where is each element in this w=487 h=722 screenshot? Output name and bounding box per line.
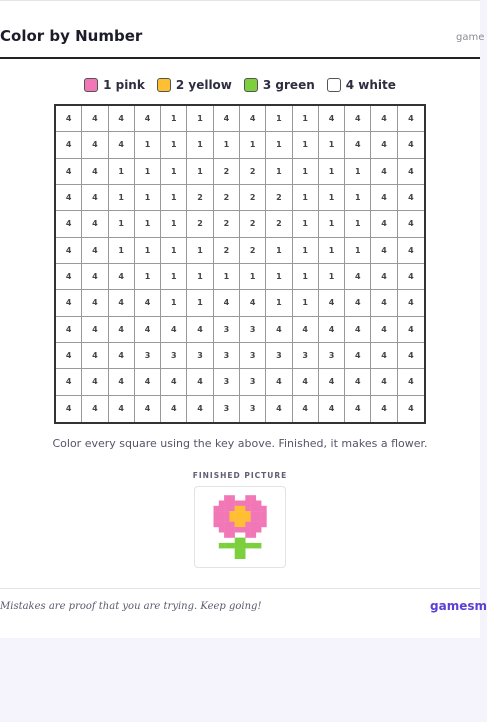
grid-cell[interactable]: 4 — [398, 264, 424, 290]
flower-pixel — [224, 511, 230, 516]
flower-pixel — [261, 506, 267, 512]
grid-cell[interactable]: 4 — [266, 396, 292, 422]
finished-picture-label: FINISHED PICTURE — [192, 471, 288, 480]
grid-cell[interactable]: 4 — [109, 396, 135, 422]
grid-cell[interactable]: 4 — [345, 264, 371, 290]
flower-pixel — [261, 511, 267, 516]
grid-cell[interactable]: 1 — [135, 185, 161, 211]
grid-cell[interactable]: 4 — [135, 369, 161, 395]
grid-cell[interactable]: 4 — [135, 396, 161, 422]
grid-cell[interactable]: 4 — [56, 396, 82, 422]
legend-item-pink — [84, 78, 145, 92]
grid-cell[interactable]: 1 — [266, 132, 292, 158]
grid-cell[interactable]: 4 — [398, 343, 424, 369]
grid-cell[interactable]: 1 — [109, 238, 135, 264]
flower-pixel — [224, 501, 230, 507]
flower-pixel — [256, 516, 262, 522]
grid-cell[interactable]: 1 — [161, 132, 187, 158]
grid-cell[interactable]: 1 — [135, 264, 161, 290]
flower-pixel — [240, 516, 246, 522]
flower-pixel — [245, 532, 251, 538]
legend-item-green — [244, 78, 315, 92]
flower-pixel — [214, 506, 220, 512]
grid-cell[interactable]: 4 — [345, 290, 371, 316]
grid-cell[interactable]: 1 — [161, 159, 187, 185]
flower-pixel — [224, 516, 230, 522]
flower-pixel — [256, 511, 262, 516]
grid-cell[interactable]: 1 — [319, 185, 345, 211]
grid-cell[interactable]: 4 — [371, 106, 397, 132]
grid-cell[interactable]: 4 — [293, 396, 319, 422]
grid-cell[interactable]: 4 — [319, 106, 345, 132]
grid-cell[interactable]: 4 — [408, 404, 414, 414]
grid-cell[interactable]: 1 — [109, 211, 135, 237]
brand-footer: gamesm — [430, 599, 487, 613]
grid-cell[interactable]: 4 — [240, 106, 266, 132]
grid-cell[interactable]: 4 — [109, 343, 135, 369]
legend-item-white — [327, 78, 396, 92]
flower-pixel — [224, 495, 230, 501]
grid-cell[interactable]: 3 — [240, 369, 266, 395]
grid-cell[interactable]: 4 — [82, 317, 108, 343]
flower-pixel — [245, 511, 251, 516]
flower-pixel — [219, 506, 225, 512]
legend-item-yellow — [157, 78, 232, 92]
flower-pixel — [240, 548, 246, 554]
grid-cell[interactable]: 1 — [240, 132, 266, 158]
flower-pixel — [219, 501, 225, 507]
grid-cell[interactable]: 1 — [187, 132, 213, 158]
grid-cell[interactable]: 4 — [82, 185, 108, 211]
grid-cell[interactable]: 4 — [56, 317, 82, 343]
grid-cell[interactable]: 4 — [293, 317, 319, 343]
grid-cell[interactable]: 4 — [398, 369, 424, 395]
flower-pixel — [256, 506, 262, 512]
grid-cell[interactable]: 4 — [398, 106, 424, 132]
grid-cell[interactable]: 4 — [371, 290, 397, 316]
grid-cell[interactable]: 4 — [56, 369, 82, 395]
grid-cell[interactable]: 4 — [345, 106, 371, 132]
grid-cell[interactable]: 4 — [109, 369, 135, 395]
flower-pixel — [229, 516, 235, 522]
grid-cell[interactable]: 4 — [56, 211, 82, 237]
grid-cell[interactable]: 1 — [345, 238, 371, 264]
legend-label: 1 pink — [103, 78, 145, 92]
page-title: Color by Number — [0, 27, 143, 45]
grid-cell[interactable]: 4 — [345, 317, 371, 343]
flower-pixel — [245, 495, 251, 501]
grid-cell[interactable]: 4 — [109, 290, 135, 316]
grid-cell[interactable]: 1 — [187, 238, 213, 264]
grid-cell[interactable]: 1 — [187, 159, 213, 185]
grid-cell[interactable]: 4 — [398, 132, 424, 158]
grid-cell[interactable]: 4 — [82, 343, 108, 369]
flower-pixel — [245, 501, 251, 507]
flower-pixel — [251, 495, 257, 501]
flower-pixel — [240, 543, 246, 549]
flower-pixel — [245, 527, 251, 533]
flower-pixel — [240, 527, 246, 533]
flower-pixel — [251, 527, 257, 533]
grid-cell[interactable]: 2 — [214, 159, 240, 185]
grid-cell[interactable]: 1 — [161, 264, 187, 290]
grid-cell[interactable]: 1 — [319, 211, 345, 237]
grid-cell[interactable]: 2 — [240, 159, 266, 185]
grid-cell[interactable]: 4 — [187, 317, 213, 343]
flower-pixel — [251, 543, 257, 549]
flower-pixel — [251, 522, 257, 528]
grid-cell[interactable]: 4 — [319, 290, 345, 316]
grid-cell[interactable]: 4 — [161, 396, 187, 422]
grid-cell[interactable]: 4 — [371, 185, 397, 211]
grid-cell[interactable]: 4 — [82, 106, 108, 132]
grid-cell[interactable]: 4 — [109, 317, 135, 343]
grid-cell[interactable]: 4 — [135, 317, 161, 343]
flower-pixel — [229, 506, 235, 512]
grid-cell[interactable]: 2 — [214, 185, 240, 211]
grid-cell[interactable]: 2 — [240, 211, 266, 237]
grid-cell[interactable]: 1 — [266, 106, 292, 132]
grid-cell[interactable]: 1 — [319, 264, 345, 290]
grid-cell[interactable]: 2 — [266, 211, 292, 237]
flower-pixel — [219, 522, 225, 528]
grid-cell[interactable]: 2 — [240, 185, 266, 211]
grid-cell[interactable]: 4 — [56, 106, 82, 132]
white-swatch-icon — [327, 78, 341, 92]
grid-cell[interactable]: 4 — [56, 290, 82, 316]
grid-cell[interactable]: 4 — [82, 132, 108, 158]
grid-cell[interactable]: 3 — [240, 396, 266, 422]
grid-cell[interactable]: 3 — [266, 343, 292, 369]
legend-label: 4 white — [345, 78, 396, 92]
grid-cell[interactable]: 4 — [371, 369, 397, 395]
grid-cell[interactable]: 3 — [319, 343, 345, 369]
grid-cell[interactable]: 4 — [187, 369, 213, 395]
grid-cell[interactable]: 1 — [319, 132, 345, 158]
flower-pixel — [224, 527, 230, 533]
legend-label: 2 yellow — [175, 78, 232, 92]
flower-pixel — [219, 527, 225, 533]
grid-cell[interactable]: 4 — [345, 132, 371, 158]
grid-cell[interactable]: 1 — [293, 159, 319, 185]
grid-cell[interactable]: 4 — [319, 369, 345, 395]
flower-pixel — [240, 554, 246, 560]
grid-cell[interactable]: 4 — [56, 238, 82, 264]
flower-pixel — [245, 516, 251, 522]
grid-cell[interactable]: 3 — [214, 396, 240, 422]
yellow-swatch-icon — [157, 78, 171, 92]
flower-pixel — [251, 501, 257, 507]
grid-cell[interactable]: 4 — [398, 185, 424, 211]
grid-cell[interactable]: 4 — [82, 396, 108, 422]
flower-pixel — [235, 522, 241, 528]
flower-pixel — [229, 522, 235, 528]
grid-cell[interactable]: 3 — [161, 343, 187, 369]
flower-pixel — [229, 527, 235, 533]
grid-cell[interactable]: 4 — [187, 396, 213, 422]
grid-cell[interactable]: 4 — [82, 369, 108, 395]
grid-cell[interactable]: 4 — [319, 396, 345, 422]
flower-pixel — [229, 495, 235, 501]
grid-cell[interactable]: 4 — [398, 238, 424, 264]
grid-cell[interactable]: 3 — [187, 343, 213, 369]
grid-cell[interactable]: 2 — [240, 238, 266, 264]
grid-cell[interactable]: 4 — [82, 159, 108, 185]
grid-cell[interactable]: 1 — [240, 264, 266, 290]
grid-cell[interactable]: 1 — [319, 159, 345, 185]
grid-cell[interactable]: 1 — [293, 211, 319, 237]
grid-cell[interactable]: 4 — [398, 317, 424, 343]
flower-preview — [195, 487, 285, 567]
grid-cell[interactable]: 4 — [109, 106, 135, 132]
grid-cell[interactable]: 4 — [371, 238, 397, 264]
title-rule — [0, 57, 480, 59]
flower-pixel — [214, 511, 220, 516]
flower-pixel — [219, 516, 225, 522]
footer-divider — [0, 588, 480, 589]
flower-pixel — [229, 532, 235, 538]
grid-cell[interactable]: 1 — [109, 185, 135, 211]
grid-cell[interactable]: 4 — [82, 290, 108, 316]
flower-pixel — [240, 522, 246, 528]
instruction-text: Color every square using the key above. Finished, it makes a flower. — [52, 437, 428, 450]
grid-cell[interactable]: 4 — [161, 317, 187, 343]
grid-cell[interactable]: 4 — [109, 132, 135, 158]
grid-cell[interactable]: 2 — [187, 211, 213, 237]
grid-cell[interactable]: 4 — [371, 396, 397, 422]
grid-cell[interactable]: 4 — [398, 290, 424, 316]
flower-pixel — [235, 501, 241, 507]
flower-pixel — [214, 522, 220, 528]
flower-pixel — [224, 532, 230, 538]
grid-cell[interactable]: 4 — [345, 396, 371, 422]
finished-picture — [194, 486, 286, 568]
grid-cell[interactable]: 4 — [56, 132, 82, 158]
grid-cell[interactable]: 4 — [266, 317, 292, 343]
grid-cell[interactable]: 3 — [240, 317, 266, 343]
flower-pixel — [235, 527, 241, 533]
legend-label: 3 green — [262, 78, 315, 92]
grid-cell[interactable]: 1 — [293, 290, 319, 316]
grid-cell[interactable]: 2 — [214, 238, 240, 264]
flower-pixel — [251, 516, 257, 522]
grid-cell[interactable]: 4 — [214, 106, 240, 132]
grid-cell[interactable]: 1 — [135, 238, 161, 264]
grid-cell[interactable]: 4 — [56, 185, 82, 211]
flower-pixel — [224, 506, 230, 512]
grid-cell[interactable]: 4 — [240, 290, 266, 316]
grid-cell[interactable]: 1 — [161, 238, 187, 264]
flower-pixel — [245, 522, 251, 528]
flower-pixel — [235, 506, 241, 512]
grid-cell[interactable]: 3 — [293, 343, 319, 369]
flower-pixel — [219, 543, 225, 549]
green-swatch-icon — [244, 78, 258, 92]
flower-pixel — [256, 543, 262, 549]
grid-cell[interactable]: 4 — [371, 132, 397, 158]
grid-cell[interactable]: 4 — [371, 211, 397, 237]
flower-pixel — [229, 511, 235, 516]
grid-cell[interactable]: 1 — [187, 106, 213, 132]
grid-cell[interactable]: 1 — [266, 238, 292, 264]
grid-cell[interactable]: 1 — [161, 185, 187, 211]
flower-pixel — [240, 506, 246, 512]
grid-cell[interactable]: 4 — [398, 159, 424, 185]
grid-cell[interactable]: 3 — [135, 343, 161, 369]
grid-cell[interactable]: 1 — [293, 106, 319, 132]
brand-top: game — [456, 32, 485, 43]
grid-cell[interactable]: 4 — [82, 211, 108, 237]
flower-pixel — [235, 511, 241, 516]
grid-cell[interactable]: 4 — [345, 343, 371, 369]
grid-cell[interactable]: 1 — [135, 132, 161, 158]
flower-pixel — [235, 516, 241, 522]
grid-cell[interactable]: 4 — [135, 290, 161, 316]
flower-pixel — [256, 501, 262, 507]
grid-cell[interactable]: 2 — [214, 211, 240, 237]
flower-pixel — [240, 511, 246, 516]
grid-cell[interactable]: 1 — [187, 264, 213, 290]
grid-cell[interactable]: 1 — [135, 211, 161, 237]
flower-pixel — [224, 522, 230, 528]
grid-cell[interactable]: 1 — [293, 185, 319, 211]
grid-cell[interactable]: 1 — [161, 106, 187, 132]
flower-pixel — [251, 511, 257, 516]
grid-cell[interactable]: 4 — [56, 343, 82, 369]
grid-cell[interactable]: 4 — [82, 238, 108, 264]
grid-cell[interactable]: 4 — [56, 159, 82, 185]
grid-cell[interactable]: 3 — [240, 343, 266, 369]
flower-pixel — [235, 538, 241, 544]
grid-cell[interactable]: 3 — [214, 369, 240, 395]
grid-cell[interactable]: 3 — [214, 317, 240, 343]
grid-cell[interactable]: 4 — [371, 343, 397, 369]
flower-pixel — [245, 543, 251, 549]
grid-cell[interactable]: 1 — [161, 290, 187, 316]
grid-cell[interactable]: 4 — [266, 369, 292, 395]
flower-pixel — [235, 548, 241, 554]
grid-cell[interactable]: 3 — [214, 343, 240, 369]
flower-pixel — [261, 516, 267, 522]
flower-pixel — [214, 516, 220, 522]
footer-message: Mistakes are proof that you are trying. Keep going! — [0, 601, 262, 612]
grid-cell[interactable]: 1 — [293, 238, 319, 264]
grid-cell[interactable]: 4 — [319, 317, 345, 343]
grid-cell[interactable]: 1 — [214, 264, 240, 290]
color-key — [0, 76, 480, 94]
grid-cell[interactable]: 1 — [345, 185, 371, 211]
flower-pixel — [240, 501, 246, 507]
grid-cell[interactable]: 1 — [214, 132, 240, 158]
number-grid — [54, 104, 426, 424]
flower-pixel — [229, 501, 235, 507]
grid-cell[interactable]: 2 — [266, 185, 292, 211]
flower-pixel — [229, 543, 235, 549]
flower-pixel — [251, 532, 257, 538]
grid-cell[interactable]: 4 — [371, 159, 397, 185]
grid-cell[interactable]: 4 — [371, 264, 397, 290]
grid-cell[interactable]: 4 — [109, 264, 135, 290]
grid-cell[interactable]: 1 — [187, 290, 213, 316]
flower-pixel — [251, 506, 257, 512]
grid-cell[interactable]: 4 — [345, 369, 371, 395]
grid-cell[interactable]: 1 — [135, 159, 161, 185]
grid-cell[interactable]: 1 — [266, 290, 292, 316]
grid-cell[interactable]: 2 — [187, 185, 213, 211]
flower-pixel — [235, 554, 241, 560]
grid-cell[interactable]: 1 — [293, 264, 319, 290]
pink-swatch-icon — [84, 78, 98, 92]
grid-cell[interactable]: 1 — [266, 159, 292, 185]
grid-cell[interactable]: 1 — [293, 132, 319, 158]
grid-cell[interactable]: 4 — [56, 264, 82, 290]
grid-cell[interactable]: 4 — [135, 106, 161, 132]
flower-pixel — [245, 506, 251, 512]
grid-cell[interactable]: 1 — [161, 211, 187, 237]
flower-pixel — [219, 511, 225, 516]
flower-pixel — [256, 527, 262, 533]
grid-cell[interactable]: 1 — [109, 159, 135, 185]
grid-cell[interactable]: 1 — [266, 264, 292, 290]
flower-pixel — [261, 522, 267, 528]
grid-cell[interactable]: 4 — [398, 211, 424, 237]
grid-cell[interactable]: 4 — [82, 264, 108, 290]
grid-cell[interactable]: 1 — [345, 211, 371, 237]
grid-cell[interactable]: 1 — [319, 238, 345, 264]
grid-cell[interactable]: 4 — [214, 290, 240, 316]
grid-cell[interactable]: 4 — [371, 317, 397, 343]
flower-pixel — [235, 543, 241, 549]
flower-pixel — [256, 522, 262, 528]
flower-pixel — [224, 543, 230, 549]
grid-cell[interactable]: 1 — [345, 159, 371, 185]
top-divider — [0, 0, 480, 1]
grid-cell[interactable]: 4 — [293, 369, 319, 395]
flower-pixel — [240, 538, 246, 544]
grid-cell[interactable]: 4 — [161, 369, 187, 395]
